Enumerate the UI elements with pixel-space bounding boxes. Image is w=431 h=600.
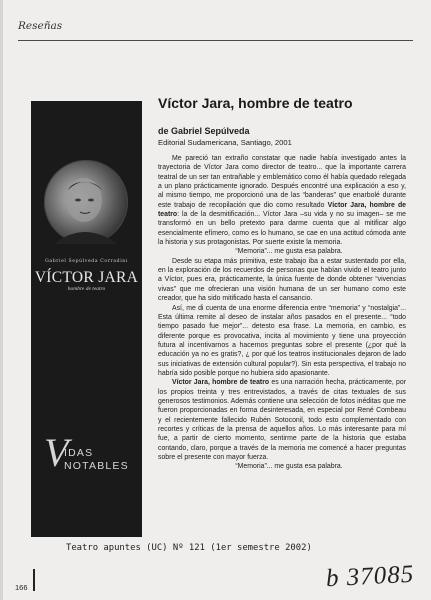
article-publisher: Editorial Sudamericana, Santiago, 2001 — [158, 138, 292, 147]
article-paragraph: Víctor Jara, hombre de teatro es una narración hecha, prácticamente, por los propios treinta y tres entrevistados, a través de citas textuales de sus generosos testimonios. Además contiene una selección de fotos inéditas que me fueron proporcionadas en forma desinteresada, en especial por René Combeau y el recientemente fallecido Rubén Sotoconil, todo esto complementado con recortes y críticas de la prensa de aquellos años. Lo más interesante para mí fue, a partir de cierto momento, sentirme parte de la historia que estaba contando, claro, porque a través de la memoria me comencé a hacer preguntas sobre el presente con mayor fuerza. — [158, 379, 406, 461]
handwritten-catalog-number: b 37085 — [325, 560, 415, 593]
article-body — [158, 154, 406, 472]
author-portrait — [44, 160, 128, 244]
article-byline: de Gabriel Sepúlveda — [158, 126, 250, 136]
article-title: Víctor Jara, hombre de teatro — [158, 95, 353, 111]
article-paragraph: “Memoria”... me gusta esa palabra. — [235, 463, 343, 471]
cover-subtitle: hombre de teatro — [67, 286, 106, 292]
series-logo-line2: NOTABLES — [64, 460, 129, 472]
header-rule — [18, 40, 413, 41]
cover-author: Gabriel Sepúlveda Corradini — [45, 259, 128, 264]
series-logo-mark: V — [44, 430, 69, 475]
scan-edge — [0, 0, 3, 600]
article-paragraph: “Memoria”... me gusta esa palabra. — [235, 248, 343, 256]
cover-title: VÍCTOR JARA — [34, 269, 139, 286]
series-logo — [44, 430, 134, 483]
footer-citation: Teatro apuntes (UC) Nº 121 (1er semestre 2002) — [66, 543, 312, 553]
page-marker-bar — [33, 569, 35, 591]
book-cover — [31, 101, 142, 537]
article-paragraph: Así, me di cuenta de una enorme diferencia entre “memoria” y “nostalgia”... Esta última remite al deseo de instalar años pasados en el presente... “todo tiempo pasado fue mejor”... detesto esa frase. La memoria, en cambio, es diferente porque es provocativa, incita al movimiento y tiene una proyección futura al incentivarnos a hacernos preguntas sobre el presente (¿por qué la educación ya no es gratis?, ¿ por qué los teatros institucionales dejaron de lado sus iniciativas de extensión cultural popular?). Sin esta perspectiva, el trabajo no habría sido posible porque no hubiera sido apasionante. — [158, 304, 406, 377]
article-paragraph: Me pareció tan extraño constatar que nadie había investigado antes la trayectoria de Víctor Jara como director de teatro... que la importante carrera teatral de un ser tan entrañable y emblemático como él había quedado relegada a un plano prácticamente ignorado. Después encontré una explicación a eso y, al mismo tiempo, me proporcionó una de las “banderas” que enarbolé durante este trabajo de recopilación que dio como resultado Víctor Jara, hombre de teatro: la de la desmitificación... Víctor Jara –su vida y no su imagen– se me transformó en un bello pretexto para darme cuenta que al mitificar algo esencialmente efímero, como es lo humano, se cae en una actitud cómoda ante la historia y sus protagonistas. Por suerte existe la memoria. — [158, 155, 406, 247]
article-paragraph: Desde su etapa más primitiva, este trabajo iba a estar sustentado por ella, en la exploración de los recuerdos de personas que habían vivido el teatro junto a Víctor, pues era, prácticamente, la única fuente de donde obtener “vivencias vivas” que me ofrecieran una visión humana de un ser humano como este creador, que ha sido mitificado hasta el cansancio. — [158, 257, 406, 303]
page-number: 166 — [15, 583, 28, 592]
portrait-illustration — [44, 160, 128, 244]
section-header: Reseñas — [18, 20, 63, 32]
series-logo-line1: IDAS — [64, 447, 94, 459]
